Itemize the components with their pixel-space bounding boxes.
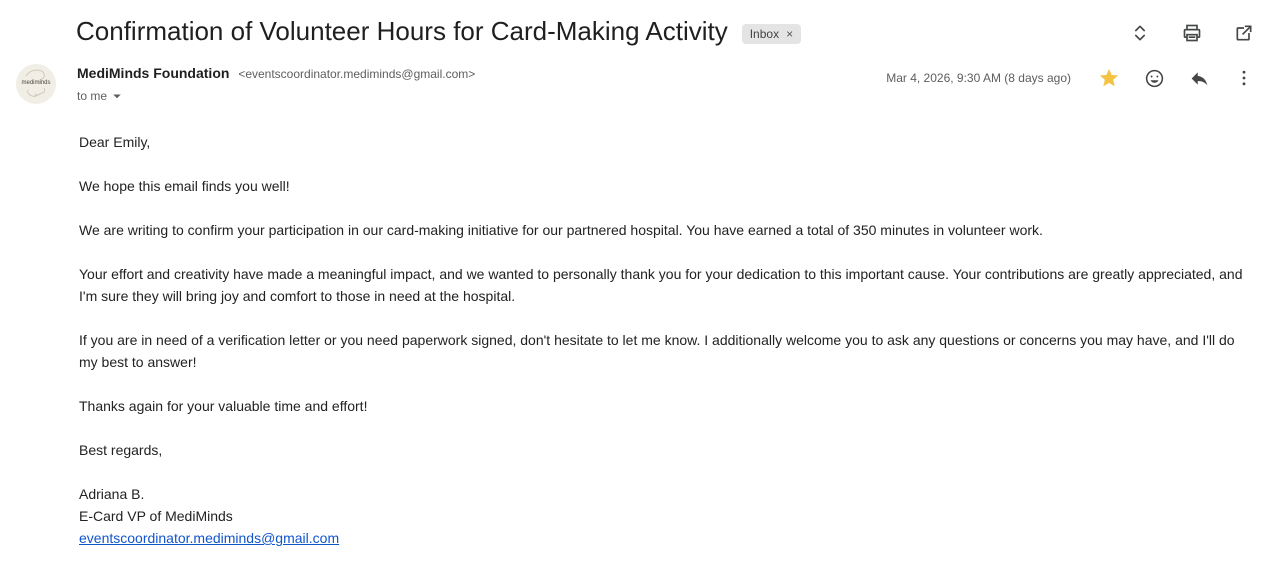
signature-block	[79, 483, 1250, 549]
subject-actions	[1128, 21, 1256, 45]
collapse-expand-button[interactable]	[1128, 21, 1152, 45]
body-paragraph-closing: Best regards,	[79, 442, 163, 458]
sender-line	[77, 64, 475, 83]
collapse-expand-icon	[1130, 23, 1150, 43]
open-in-new-window-button[interactable]	[1232, 21, 1256, 45]
body-paragraph: Your effort and creativity have made a meaningful impact, and we wanted to personally thank you for your dedication to this important cause. Your contributions are greatly appreciated, and I'm sure they will bring joy and comfort to those in need at the hospital.	[79, 266, 1243, 304]
star-button[interactable]	[1097, 66, 1121, 90]
message-header	[0, 48, 1280, 105]
inbox-label-chip[interactable]	[742, 24, 801, 44]
email-body	[79, 131, 1250, 549]
remove-label-icon[interactable]: ×	[786, 27, 794, 41]
reply-icon	[1189, 68, 1210, 89]
recipient-details-toggle[interactable]	[77, 86, 126, 105]
sender-name: MediMinds Foundation	[77, 65, 230, 81]
body-paragraph-greeting: Dear Emily,	[79, 134, 151, 150]
subject-row	[0, 0, 1280, 48]
signature-name: Adriana B.	[79, 486, 145, 502]
body-paragraph: If you are in need of a verification letter or you need paperwork signed, don't hesitate to let me know. I additionally welcome you to ask any questions or concerns you may have, and I'll do my best to answer!	[79, 332, 1235, 370]
print-icon	[1182, 23, 1202, 43]
add-reaction-icon	[1144, 68, 1165, 89]
chevron-down-icon	[108, 87, 126, 105]
add-reaction-button[interactable]	[1142, 66, 1166, 90]
reply-button[interactable]	[1187, 66, 1211, 90]
inbox-label-text: Inbox	[749, 27, 780, 41]
star-icon	[1098, 67, 1120, 89]
more-options-button[interactable]	[1232, 66, 1256, 90]
body-paragraph: We hope this email finds you well!	[79, 178, 290, 194]
signature-email-link[interactable]: eventscoordinator.mediminds@gmail.com	[79, 530, 340, 546]
sender-avatar[interactable]	[16, 64, 56, 104]
open-in-new-icon	[1234, 23, 1254, 43]
avatar-text: mediminds	[21, 80, 51, 86]
body-paragraph: Thanks again for your valuable time and effort!	[79, 398, 368, 414]
more-vert-icon	[1234, 68, 1254, 88]
message-date: Mar 4, 2026, 9:30 AM (8 days ago)	[886, 71, 1071, 85]
sender-email: <eventscoordinator.mediminds@gmail.com>	[238, 67, 476, 81]
message-meta	[886, 64, 1256, 90]
recipient-text: to me	[77, 88, 108, 103]
email-subject: Confirmation of Volunteer Hours for Card-Making Activity	[76, 16, 728, 46]
body-paragraph: We are writing to confirm your participation in our card-making initiative for our partnered hospital. You have earned a total of 350 minutes in volunteer work.	[79, 222, 1043, 238]
print-button[interactable]	[1180, 21, 1204, 45]
signature-title: E-Card VP of MediMinds	[79, 508, 233, 524]
sender-block	[77, 64, 475, 105]
